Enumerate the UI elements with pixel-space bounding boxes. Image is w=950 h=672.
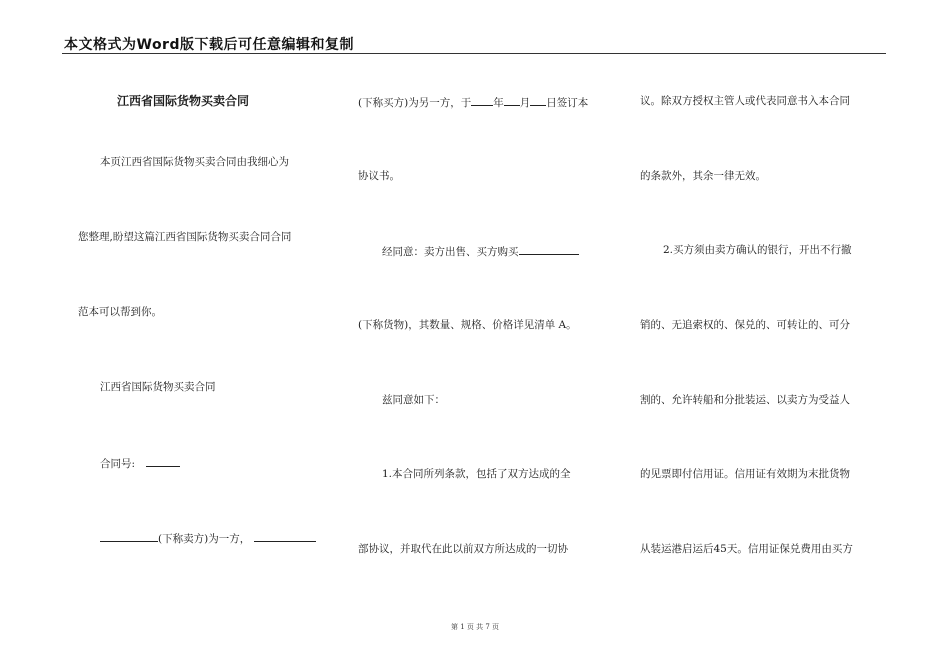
buyer-label: (下称买方)为另一方，于 — [358, 97, 472, 109]
month-blank — [504, 94, 520, 106]
buyer-name-blank — [254, 530, 316, 542]
text-column-1 — [70, 0, 320, 600]
clause-1-line-3: 议。除双方授权主管人或代表同意书入本合同 — [640, 95, 850, 107]
contract-number-blank — [146, 455, 180, 467]
day-label: 日签订本 — [546, 97, 589, 109]
agreed-as-follows: 兹同意如下： — [382, 394, 445, 406]
page-number: 第 1 页 共 7 页 — [450, 623, 500, 631]
document-banner: 本文格式为Word版下载后可任意编辑和复制 — [64, 37, 354, 53]
clause-1-line-1: 1.本合同所列条款，包括了双方达成的全 — [382, 468, 571, 480]
intro-line-2: 您整理,盼望这篇江西省国际货物买卖合同合同 — [78, 231, 292, 243]
year-blank — [471, 94, 493, 106]
clause-1-line-4: 的条款外，其余一律无效。 — [640, 170, 766, 182]
clause-2-line-4: 的见票即付信用证。信用证有效期为末批货物 — [640, 468, 850, 480]
contract-number-row — [100, 455, 180, 471]
signing-date-row — [358, 94, 588, 110]
intro-line-3: 范本可以帮到你。 — [78, 306, 162, 318]
day-blank — [530, 94, 546, 106]
month-label: 月 — [519, 97, 531, 109]
contract-title: 江西省国际货物买卖合同 — [117, 94, 250, 108]
contract-number-label: 合同号: — [100, 458, 136, 470]
intro-line-1: 本页江西省国际货物买卖合同由我细心为 — [100, 156, 289, 168]
agreement-line: 协议书。 — [358, 170, 400, 182]
contract-subtitle: 江西省国际货物买卖合同 — [100, 381, 216, 393]
seller-label: (下称卖方)为一方， — [158, 533, 251, 545]
goods-blank — [519, 243, 579, 255]
sale-agreement-row — [382, 243, 579, 259]
seller-row — [100, 530, 316, 546]
text-column-2 — [355, 0, 605, 600]
clause-2-line-5: 从装运港启运后45天。信用证保兑费用由买方 — [640, 543, 853, 555]
clause-1-line-2: 部协议，并取代在此以前双方所达成的一切协 — [358, 543, 568, 555]
sale-agreement-text: 经同意：卖方出售、买方购买 — [382, 246, 519, 258]
text-column-3 — [635, 0, 885, 600]
clause-2-line-1: 2.买方须由卖方确认的银行，开出不行撤 — [663, 244, 852, 256]
year-label: 年 — [493, 97, 504, 109]
clause-2-line-2: 销的、无追索权的、保兑的、可转让的、可分 — [640, 319, 850, 331]
seller-name-blank — [100, 530, 158, 542]
goods-description-line: (下称货物)，其数量、规格、价格详见清单 A。 — [358, 319, 577, 331]
clause-2-line-3: 割的、允许转船和分批装运、以卖方为受益人 — [640, 394, 850, 406]
